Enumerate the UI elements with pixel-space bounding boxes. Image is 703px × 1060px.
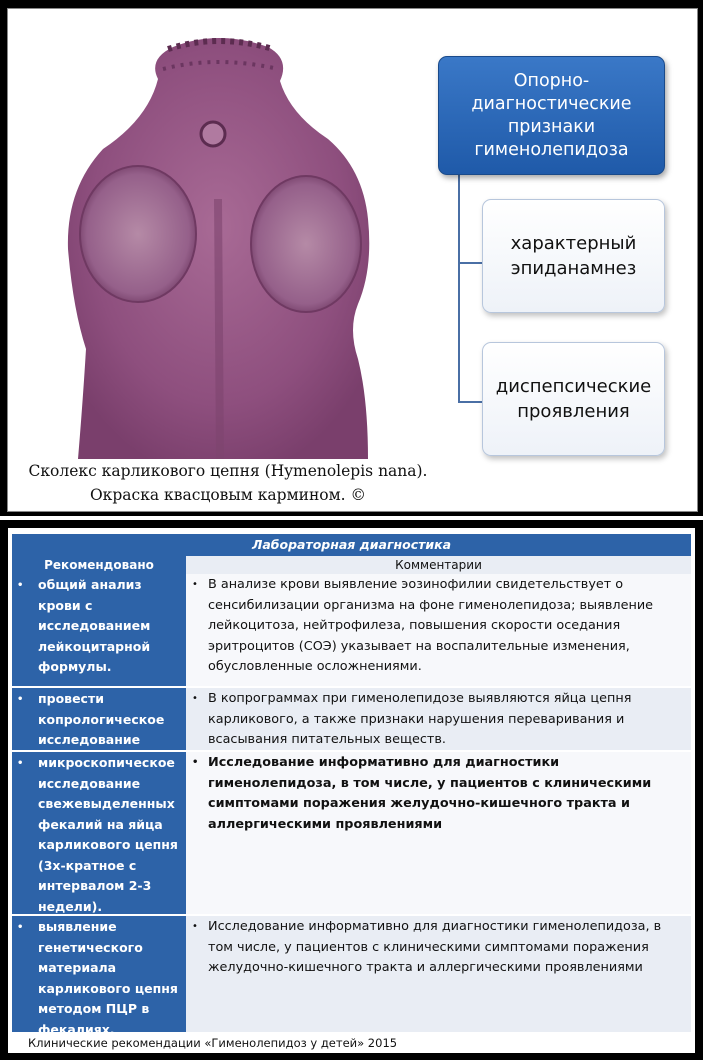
caption-line-1: Сколекс карликового цепня (Hymenolepis nana).	[28, 462, 428, 480]
lab-diagnostics-content	[8, 528, 695, 1053]
recommended-text: выявление генетического материала карликового цепня методом ПЦР в фекалиях.	[38, 919, 178, 1037]
table-row-4-comment	[186, 916, 691, 1032]
diagram-item-epidanamnesis	[482, 199, 665, 313]
table-row-4-recommended	[12, 916, 186, 1037]
table-row-2-comment	[186, 688, 691, 750]
table-row-1-recommended	[12, 574, 186, 686]
scolex-micrograph	[28, 19, 418, 469]
bullet-icon: •	[17, 580, 24, 591]
table-row-1-comment	[186, 574, 691, 686]
recommended-text: микроскопическое исследование свежевыделенных фекалий на яйца карликового цепня (3х-кратное с интервалом 2-3 недели).	[38, 755, 178, 914]
slide-lab-diagnostics	[0, 520, 703, 1060]
bullet-icon: •	[192, 693, 198, 704]
column-header-recommended: Рекомендовано	[12, 556, 186, 574]
diagram-item-label: диспепсические проявления	[495, 376, 652, 422]
bullet-icon: •	[17, 922, 24, 933]
recommended-text: общий анализ крови с исследованием лейкоцитарной формулы.	[38, 577, 151, 674]
bullet-icon: •	[192, 757, 199, 768]
table-row-2-recommended	[12, 688, 186, 750]
comment-text: Исследование информативно для диагностики гименолепидоза, в том числе, у пациентов с клиническими симптомами поражения желудочно-кишечного тракта и аллергическими проявлениями	[208, 755, 652, 832]
diagram-item-label: характерный эпиданамнез	[510, 233, 637, 279]
diagram-main-label: Опорно-диагностические признаки гименолепидоза	[471, 70, 632, 160]
bullet-icon: •	[192, 921, 198, 932]
recommended-text: провести копрологическое исследование	[38, 691, 165, 747]
diagram-item-dyspeptic	[482, 342, 665, 456]
bullet-icon: •	[17, 758, 24, 769]
table-row-3-recommended	[12, 752, 186, 914]
diagram-connector-1	[458, 262, 482, 264]
comment-text: В анализе крови выявление эозинофилии свидетельствует о сенсибилизации организма на фоне гименолепидоза; выявление лейкоцитоза, нейтрофилеза, повышения скорости оседания эритроцитов (СОЭ) указывает на воспалительные изменения, обусловленные осложнениями.	[208, 577, 654, 674]
slide-scolex-content	[7, 8, 698, 512]
diagram-connector-vertical	[458, 173, 460, 403]
diagram-main-box	[438, 56, 665, 175]
diagram-connector-2	[458, 401, 482, 403]
slide-scolex	[0, 0, 703, 516]
table-row-3-comment	[186, 752, 691, 914]
lab-table-title: Лабораторная диагностика	[12, 534, 691, 556]
bullet-icon: •	[17, 694, 24, 705]
comment-text: В копрограммах при гименолепидозе выявляются яйца цепня карликового, а также признаки нарушения переваривания и всасывания питательных веществ.	[208, 691, 632, 747]
source-footer: Клинические рекомендации «Гименолепидоз у детей» 2015	[28, 1036, 398, 1050]
bullet-icon: •	[192, 579, 198, 590]
column-header-comments: Комментарии	[186, 556, 691, 574]
micrograph-caption	[8, 459, 448, 507]
comment-text: Исследование информативно для диагностики гименолепидоза, в том числе, у пациентов с клиническими симптомами поражения желудочно-кишечного тракта и аллергическими проявлениями	[208, 919, 662, 975]
caption-line-2: Окраска квасцовым кармином. ©	[89, 486, 367, 504]
